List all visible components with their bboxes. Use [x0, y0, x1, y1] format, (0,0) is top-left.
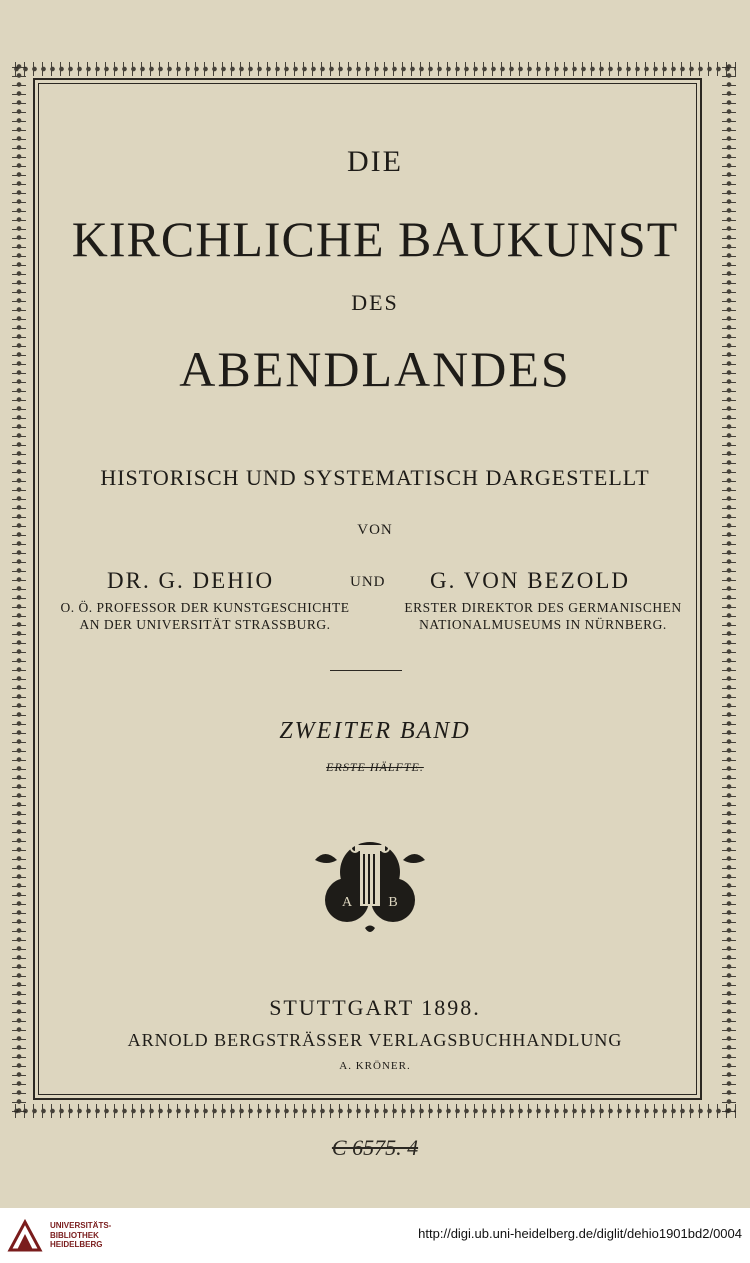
library-name [50, 1221, 111, 1250]
und-label: UND [350, 574, 386, 590]
library-footer [0, 1208, 750, 1263]
half-label-struck: ERSTE HÄLFTE. [326, 760, 424, 774]
author-bezold-title: ERSTER DIREKTOR DES GERMANISCHEN [404, 600, 682, 615]
imprint-publisher: ARNOLD BERGSTRÄSSER VERLAGSBUCHHANDLUNG [127, 1030, 623, 1050]
handwritten-shelfmark: C 6575. 4 [331, 1135, 419, 1160]
ornamental-border-top [12, 62, 736, 76]
library-logo-icon [6, 1216, 44, 1254]
author-bezold: G. VON BEZOLD [430, 568, 630, 593]
title-main: KIRCHLICHE BAUKUNST [71, 211, 679, 267]
source-url-link[interactable]: http://digi.ub.uni-heidelberg.de/diglit/dehio1901bd2/0004 [418, 1226, 742, 1241]
author-dehio: DR. G. DEHIO [107, 568, 275, 593]
publisher-mark-letter-b: B [388, 895, 398, 910]
title-des: DES [351, 290, 399, 315]
von-label: VON [357, 522, 393, 538]
publisher-mark-icon [305, 820, 435, 950]
author-bezold-affiliation: NATIONALMUSEUMS IN NÜRNBERG. [419, 617, 667, 632]
library-name-line2: BIBLIOTHEK [50, 1230, 99, 1240]
divider [330, 670, 402, 671]
author-dehio-title: O. Ö. PROFESSOR DER KUNSTGESCHICHTE [60, 600, 350, 615]
imprint-owner: A. KRÖNER. [339, 1060, 411, 1072]
imprint-city: STUTTGART 1898. [269, 995, 481, 1020]
title-abendlandes: ABENDLANDES [179, 341, 571, 397]
author-dehio-affiliation: AN DER UNIVERSITÄT STRASSBURG. [79, 617, 331, 632]
ornamental-border-bottom [12, 1104, 736, 1118]
subtitle: HISTORISCH UND SYSTEMATISCH DARGESTELLT [100, 465, 650, 490]
title-die: DIE [347, 145, 403, 178]
volume-label: ZWEITER BAND [279, 718, 471, 744]
library-name-line3: HEIDELBERG [50, 1240, 103, 1249]
library-name-line1: UNIVERSITÄTS- [50, 1221, 112, 1230]
publisher-mark-letter-a: A [341, 895, 353, 910]
